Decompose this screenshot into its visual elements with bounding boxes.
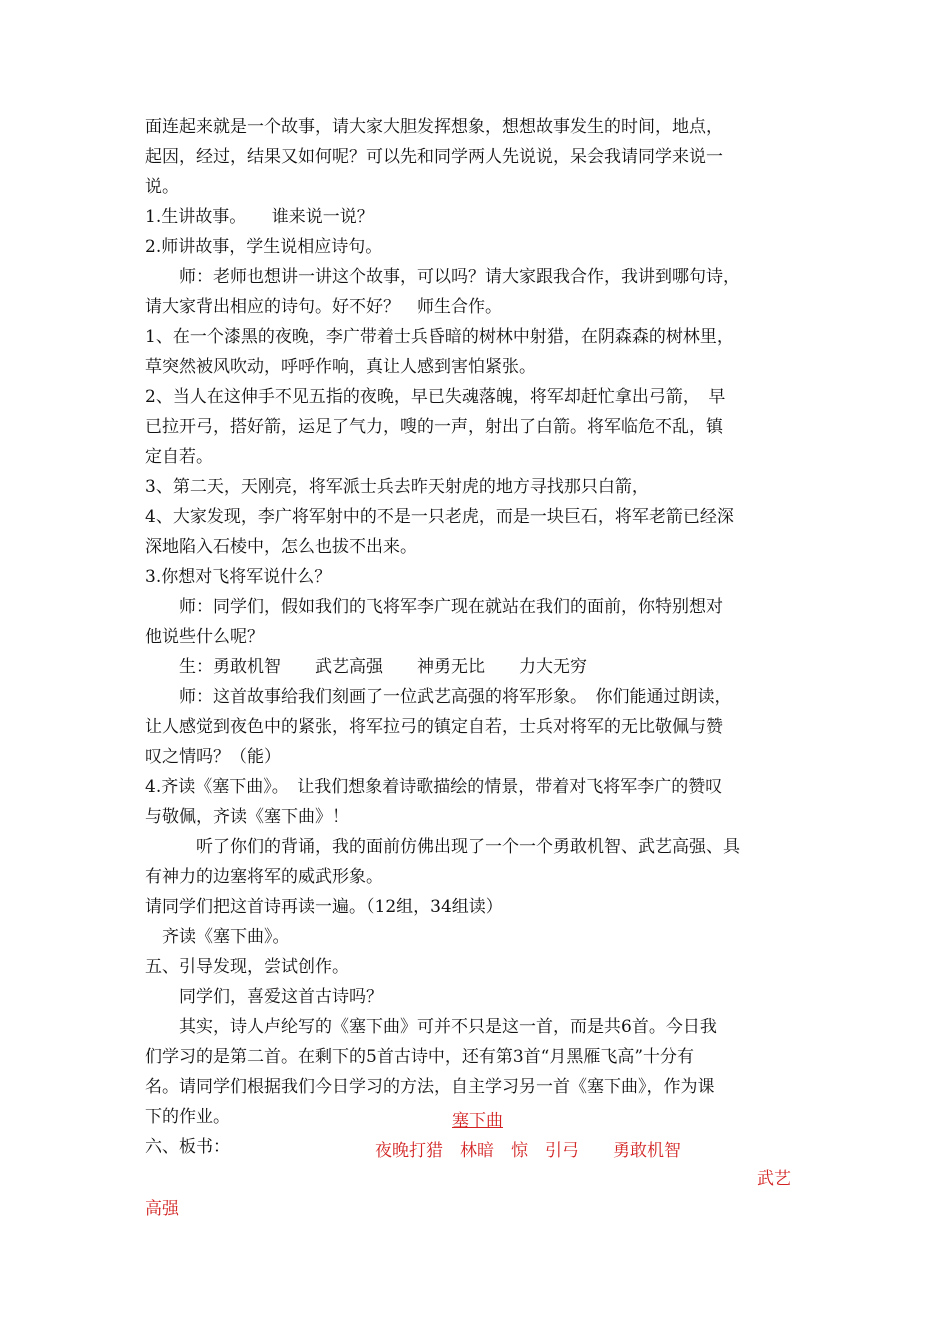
text-line: 起因，经过，结果又如何呢？可以先和同学两人先说说，呆会我请同学来说一 <box>145 147 723 167</box>
text-line: 4.齐读《塞下曲》。 让我们想象着诗歌描绘的情景，带着对飞将军李广的赞叹 <box>145 777 723 797</box>
text-line: 五、引导发现，尝试创作。 <box>145 957 349 977</box>
text-line: 有神力的边塞将军的威武形象。 <box>145 867 383 887</box>
text-line: 六、板书： <box>145 1137 230 1157</box>
text-line: 2、当人在这伸手不见五指的夜晚，早已失魂落魄，将军却赶忙拿出弓箭， 早 <box>145 387 726 407</box>
board-row: 高强 <box>145 1199 179 1219</box>
text-line: 叹之情吗？（能） <box>145 747 281 767</box>
text-line: 他说些什么呢？ <box>145 627 264 647</box>
text-line: 师：这首故事给我们刻画了一位武艺高强的将军形象。 你们能通过朗读， <box>145 687 732 707</box>
text-line: 定自若。 <box>145 447 213 467</box>
board-row: 武艺 <box>757 1169 791 1189</box>
text-line: 与敬佩，齐读《塞下曲》！ <box>145 807 349 827</box>
text-line: 下的作业。 <box>145 1107 230 1127</box>
text-line: 请大家背出相应的诗句。好不好？ 师生合作。 <box>145 297 502 317</box>
text-line: 1.生讲故事。 谁来说一说？ <box>145 207 374 227</box>
text-line: 深地陷入石棱中，怎么也拔不出来。 <box>145 537 417 557</box>
text-line: 师：同学们，假如我们的飞将军李广现在就站在我们的面前，你特别想对 <box>145 597 723 617</box>
text-line: 面连起来就是一个故事，请大家大胆发挥想象，想想故事发生的时间，地点， <box>145 117 723 137</box>
text-line: 2.师讲故事，学生说相应诗句。 <box>145 237 383 257</box>
text-line: 生：勇敢机智 武艺高强 神勇无比 力大无穷 <box>145 657 587 677</box>
text-line: 同学们，喜爱这首古诗吗？ <box>145 987 383 1007</box>
text-line: 4、大家发现，李广将军射中的不是一只老虎，而是一块巨石，将军老箭已经深 <box>145 507 734 527</box>
text-line: 草突然被风吹动，呼呼作响，真让人感到害怕紧张。 <box>145 357 536 377</box>
board-title: 塞下曲 <box>452 1111 503 1131</box>
text-line: 们学习的是第二首。在剩下的5首古诗中，还有第3首“月黑雁飞高”十分有 <box>145 1047 695 1067</box>
text-line: 听了你们的背诵，我的面前仿佛出现了一个一个勇敢机智、武艺高强、具 <box>145 837 740 857</box>
text-line: 已拉开弓，搭好箭，运足了气力，嗖的一声，射出了白箭。将军临危不乱，镇 <box>145 417 723 437</box>
text-line: 让人感觉到夜色中的紧张，将军拉弓的镇定自若，士兵对将军的无比敬佩与赞 <box>145 717 723 737</box>
text-line: 3、第二天，天刚亮，将军派士兵去昨天射虎的地方寻找那只白箭， <box>145 477 649 497</box>
text-line: 其实，诗人卢纶写的《塞下曲》可并不只是这一首，而是共6首。今日我 <box>145 1017 717 1037</box>
text-line: 说。 <box>145 177 179 197</box>
text-line: 师：老师也想讲一讲这个故事，可以吗？请大家跟我合作，我讲到哪句诗， <box>145 267 740 287</box>
text-line: 3.你想对飞将军说什么？ <box>145 567 332 587</box>
text-line: 名。请同学们根据我们今日学习的方法，自主学习另一首《塞下曲》，作为课 <box>145 1077 715 1097</box>
text-line: 请同学们把这首诗再读一遍。（12组，34组读） <box>145 897 503 917</box>
text-line: 齐读《塞下曲》。 <box>145 927 290 947</box>
board-row: 夜晚打猎 林暗 惊 引弓 勇敢机智 <box>375 1141 681 1161</box>
text-line: 1、在一个漆黑的夜晚，李广带着士兵昏暗的树林中射猎，在阴森森的树林里， <box>145 327 734 347</box>
